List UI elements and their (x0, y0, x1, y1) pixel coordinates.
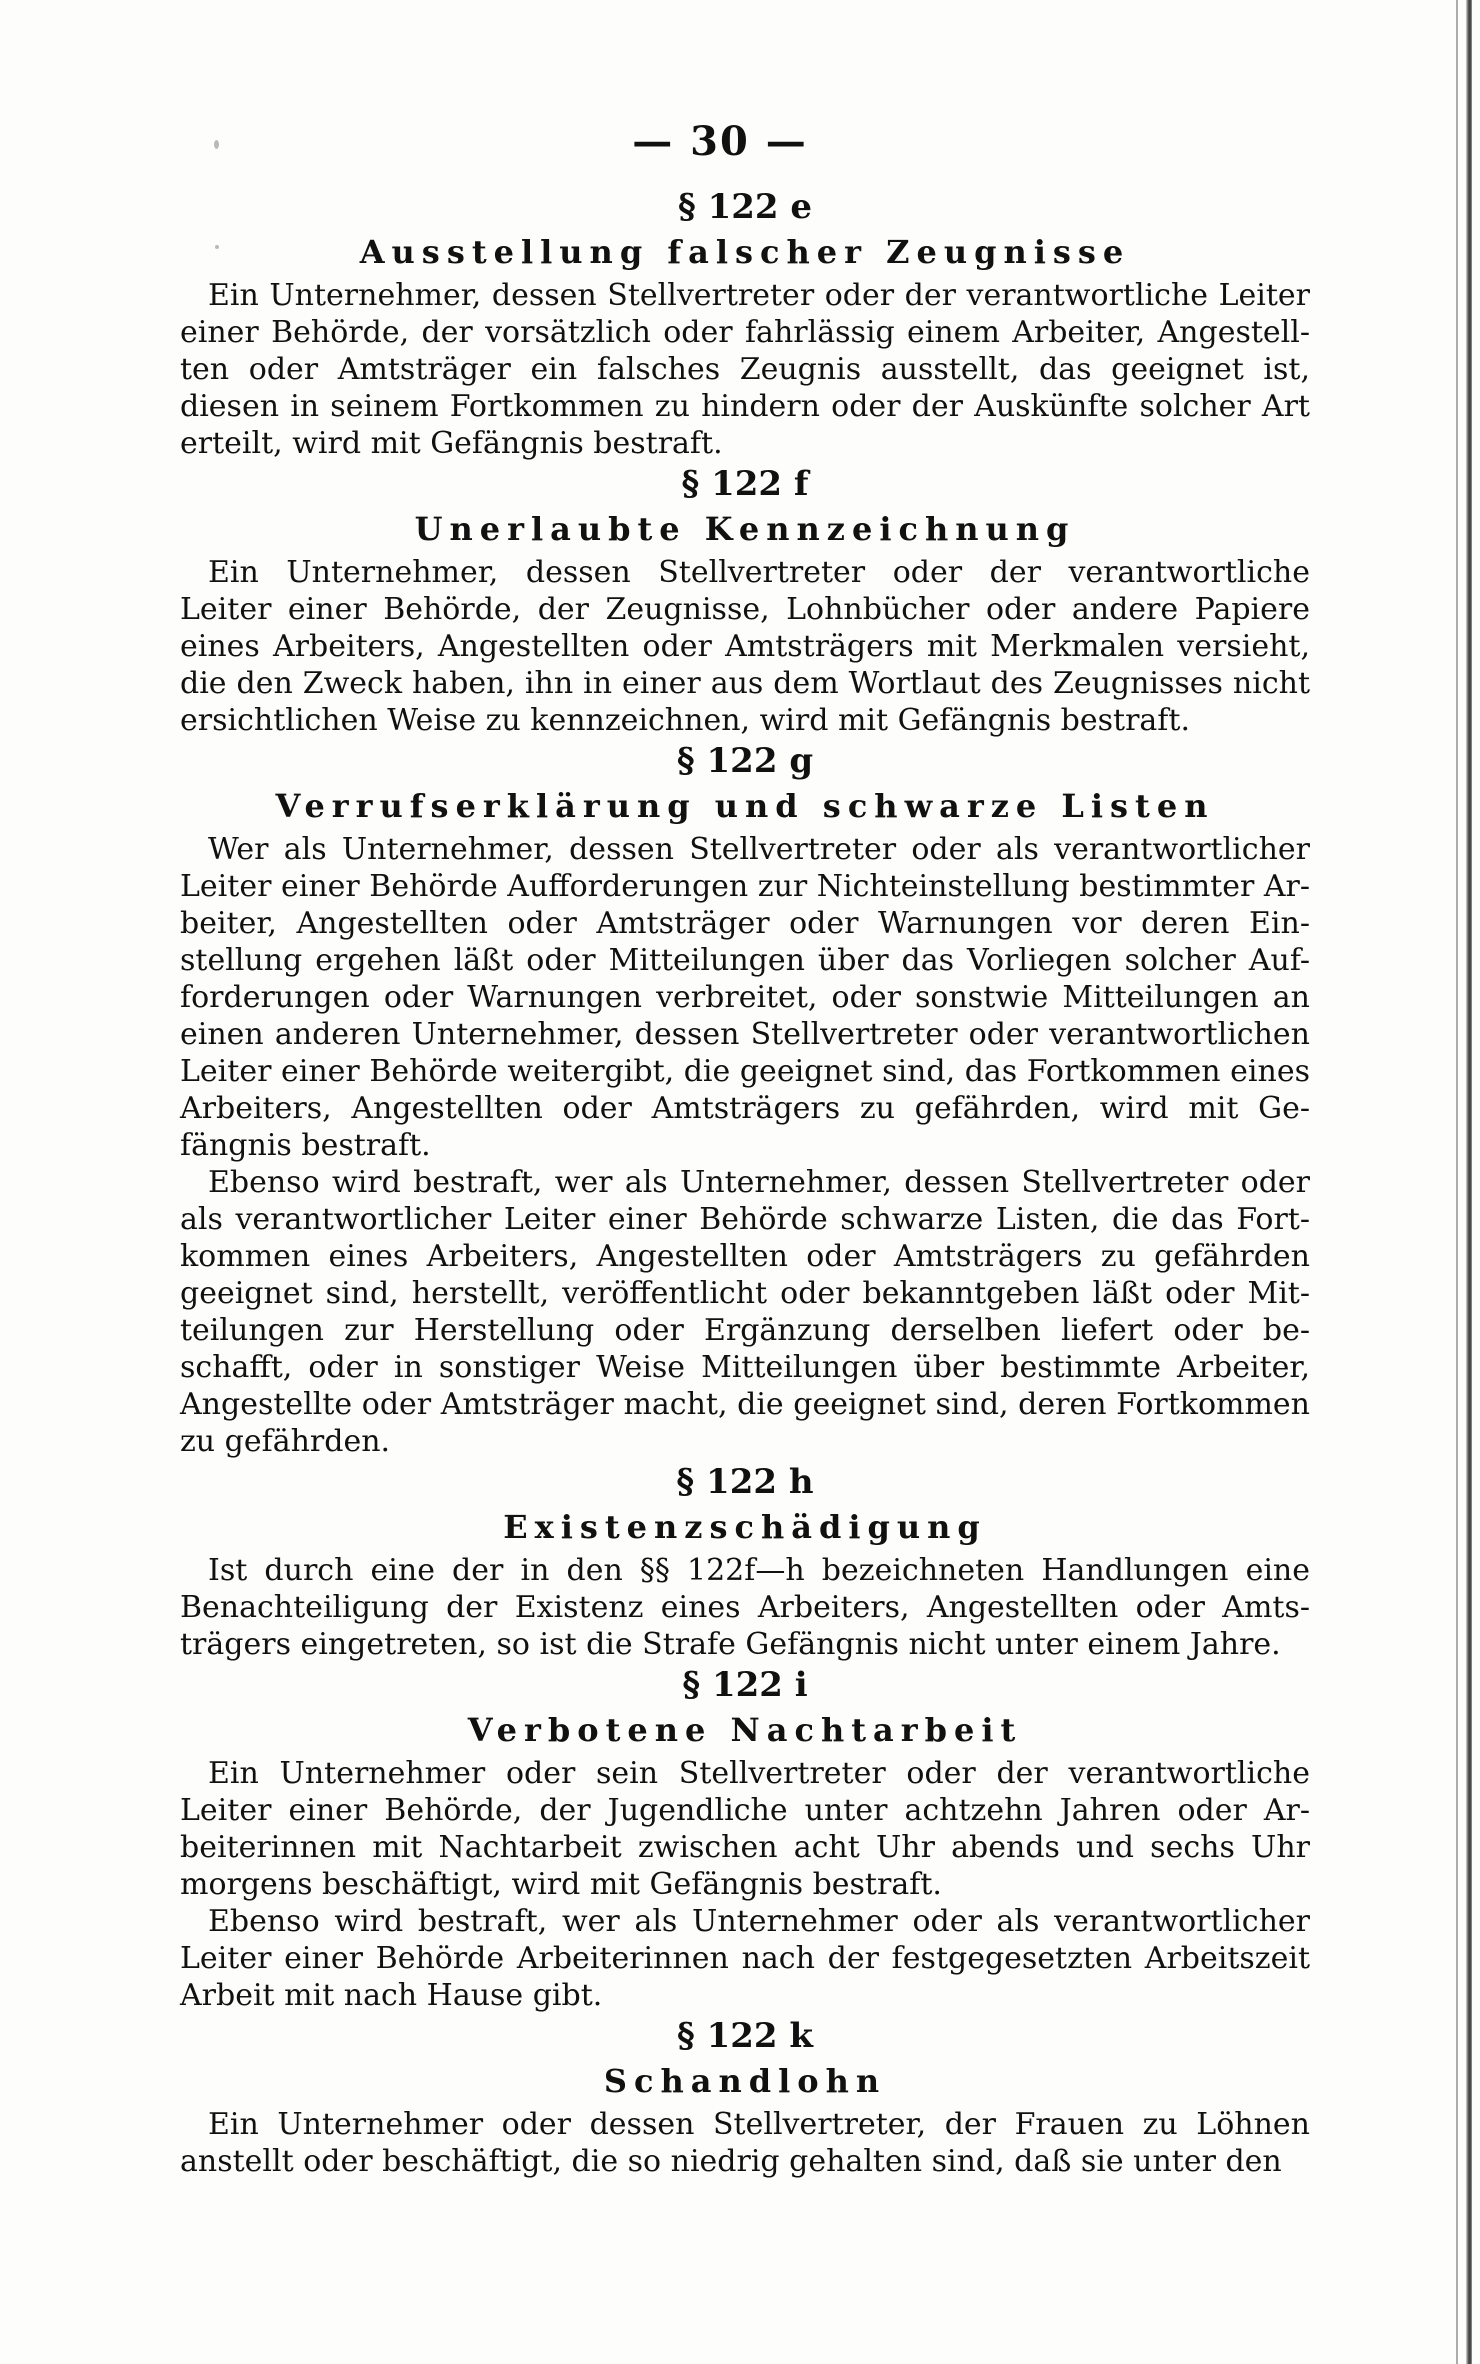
section-paragraph (180, 2106, 1310, 2180)
text-line: einer Behörde, der vorsätzlich oder fahrlässig einem Arbeiter, Angestell- (180, 315, 1310, 350)
section-number: § 122 e (677, 187, 813, 227)
text-line: diesen in seinem Fortkommen zu hindern oder der Auskünfte solcher Art (180, 389, 1310, 424)
law-section (180, 739, 1310, 1460)
text-line: morgens beschäftigt, wird mit Gefängnis bestraft. (180, 1867, 942, 1902)
text-line: trägers eingetreten, so ist die Strafe Gefängnis nicht unter einem Jahre. (180, 1627, 1281, 1662)
section-title: Schandlohn (603, 2062, 887, 2100)
text-line: beiter, Angestellten oder Amtsträger oder Warnungen vor deren Ein- (180, 906, 1310, 941)
section-paragraph (180, 1903, 1310, 2014)
section-number: § 122 k (677, 2016, 813, 2056)
text-line: Ein Unternehmer oder sein Stellvertreter oder der verantwortliche (208, 1756, 1310, 1791)
text-line: eines Arbeiters, Angestellten oder Amtsträgers mit Merkmalen versieht, (180, 629, 1310, 664)
text-line: Leiter einer Behörde Aufforderungen zur Nichteinstellung bestimmter Ar- (180, 869, 1310, 904)
text-line: Leiter einer Behörde, der Jugendliche unter achtzehn Jahren oder Ar- (180, 1793, 1310, 1828)
section-paragraph (180, 277, 1310, 462)
section-paragraph (180, 1552, 1310, 1663)
text-line: Leiter einer Behörde, der Zeugnisse, Lohnbücher oder andere Papiere (180, 592, 1310, 627)
text-line: Ein Unternehmer, dessen Stellvertreter oder der verantwortliche (208, 555, 1310, 590)
section-paragraph (180, 1164, 1310, 1460)
text-line: fängnis bestraft. (180, 1128, 431, 1163)
section-title: Ausstellung falscher Zeugnisse (359, 233, 1131, 271)
text-line: Ist durch eine der in den §§ 122f—h bezeichneten Handlungen eine (208, 1553, 1310, 1588)
section-title: Existenzschädigung (503, 1508, 987, 1546)
text-line: Wer als Unternehmer, dessen Stellvertreter oder als verantwortlicher (208, 832, 1310, 867)
section-title: Unerlaubte Kennzeichnung (414, 510, 1076, 548)
text-line: als verantwortlicher Leiter einer Behörde schwarze Listen, die das Fort- (180, 1202, 1310, 1237)
page-number: — 30 — (632, 118, 808, 165)
section-paragraph (180, 1755, 1310, 1903)
page-edge-line (1456, 0, 1458, 2364)
law-section (180, 185, 1310, 462)
text-line: ersichtlichen Weise zu kennzeichnen, wird mit Gefängnis bestraft. (180, 703, 1190, 738)
text-line: Ein Unternehmer, dessen Stellvertreter oder der verantwortliche Leiter (208, 278, 1310, 313)
text-line: forderungen oder Warnungen verbreitet, oder sonstwie Mitteilungen an (180, 980, 1310, 1015)
section-title: Verbotene Nachtarbeit (467, 1711, 1023, 1749)
text-line: Angestellte oder Amtsträger macht, die geeignet sind, deren Fortkommen (180, 1387, 1310, 1422)
section-paragraph (180, 554, 1310, 739)
text-line: Ebenso wird bestraft, wer als Unternehmer, dessen Stellvertreter oder (208, 1165, 1310, 1200)
section-title: Verrufserklärung und schwarze Listen (275, 787, 1215, 825)
section-number: § 122 h (676, 1462, 814, 1502)
section-number: § 122 g (676, 741, 814, 781)
text-line: Leiter einer Behörde Arbeiterinnen nach der festgegesetzten Arbeitszeit (180, 1941, 1310, 1976)
text-line: erteilt, wird mit Gefängnis bestraft. (180, 426, 723, 461)
section-paragraph (180, 831, 1310, 1164)
page-body (180, 185, 1310, 2180)
text-line: stellung ergehen läßt oder Mitteilungen über das Vorliegen solcher Auf- (180, 943, 1310, 978)
law-section (180, 1663, 1310, 2014)
section-number: § 122 f (681, 464, 809, 504)
text-line: Ein Unternehmer oder dessen Stellvertreter, der Frauen zu Löhnen (208, 2107, 1310, 2142)
law-section (180, 2014, 1310, 2180)
text-line: teilungen zur Herstellung oder Ergänzung derselben liefert oder be- (180, 1313, 1310, 1348)
text-line: Ebenso wird bestraft, wer als Unternehmer oder als verantwortlicher (208, 1904, 1310, 1939)
text-line: einen anderen Unternehmer, dessen Stellvertreter oder verantwortlichen (180, 1017, 1310, 1052)
page-edge-shadow (1466, 0, 1472, 2364)
section-number: § 122 i (682, 1665, 808, 1705)
text-line: schafft, oder in sonstiger Weise Mitteilungen über bestimmte Arbeiter, (180, 1350, 1310, 1385)
text-line: geeignet sind, herstellt, veröffentlicht oder bekanntgeben läßt oder Mit- (180, 1276, 1310, 1311)
text-line: kommen eines Arbeiters, Angestellten oder Amtsträgers zu gefährden (180, 1239, 1310, 1274)
text-line: beiterinnen mit Nachtarbeit zwischen acht Uhr abends und sechs Uhr (180, 1830, 1310, 1865)
law-section (180, 462, 1310, 739)
law-section (180, 1460, 1310, 1663)
text-line: Arbeiters, Angestellten oder Amtsträgers zu gefährden, wird mit Ge- (180, 1091, 1310, 1126)
text-line: ten oder Amtsträger ein falsches Zeugnis ausstellt, das geeignet ist, (180, 352, 1310, 387)
text-line: anstellt oder beschäftigt, die so niedrig gehalten sind, daß sie unter den (180, 2144, 1282, 2179)
text-line: die den Zweck haben, ihn in einer aus dem Wortlaut des Zeugnisses nicht (180, 666, 1310, 701)
text-line: Benachteiligung der Existenz eines Arbeiters, Angestellten oder Amts- (180, 1590, 1310, 1625)
text-line: zu gefährden. (180, 1424, 391, 1459)
text-line: Arbeit mit nach Hause gibt. (180, 1978, 603, 2013)
text-line: Leiter einer Behörde weitergibt, die geeignet sind, das Fortkommen eines (180, 1054, 1310, 1089)
